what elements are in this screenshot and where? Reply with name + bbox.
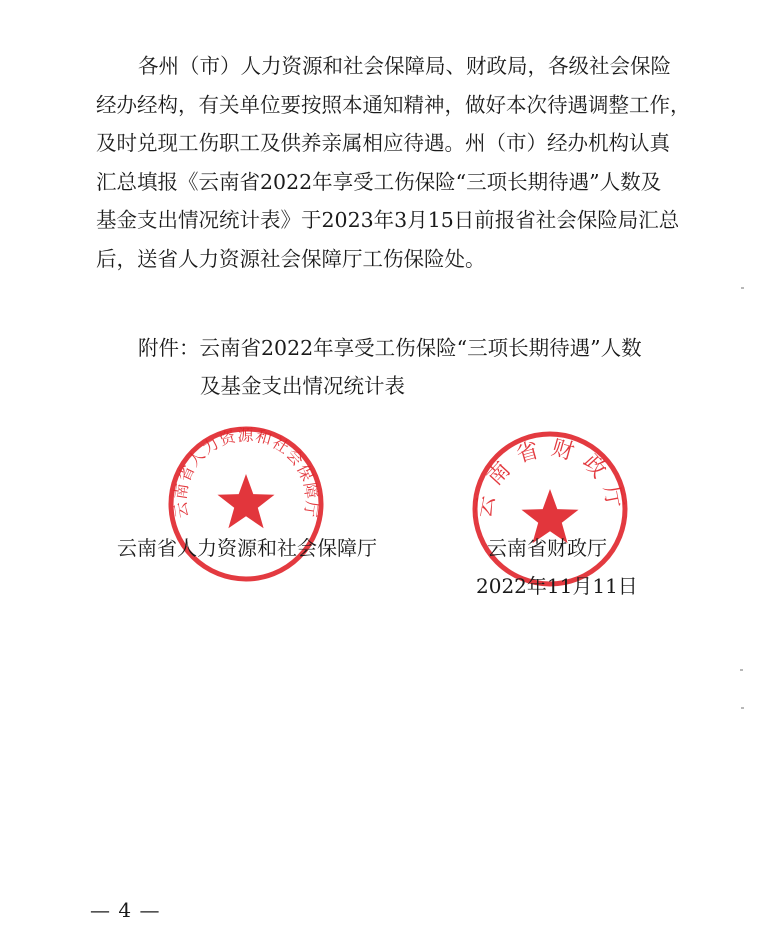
svg-text:云南省人力资源和社会保障厅: 云南省人力资源和社会保障厅 [170, 425, 322, 520]
body-line: 各州（市）人力资源和社会保障局、财政局，各级社会保险 [138, 54, 671, 78]
body-line: 经办经构，有关单位要按照本通知精神，做好本次待遇调整工作， [96, 92, 691, 117]
finance-official-seal [470, 429, 630, 589]
body-paragraph [96, 47, 696, 278]
body-line: 基金支出情况统计表》于2023年3月15日前报省社会保险局汇总 [96, 208, 680, 232]
body-line: 汇总填报《云南省2022年享受工伤保险“三项长期待遇”人数及 [96, 169, 662, 194]
scan-speck [741, 287, 744, 289]
body-line: 及时兑现工伤职工及供养亲属相应待遇。州（市）经办机构认真 [96, 131, 670, 155]
page-number: — 4 — [90, 898, 161, 922]
body-line: 后，送省人力资源社会保障厅工伤保险处。 [96, 246, 486, 271]
scan-speck [740, 669, 743, 671]
issue-date: 2022年11月11日 [476, 574, 638, 598]
attachment-line-2: 及基金支出情况统计表 [200, 374, 405, 398]
signatory-hrss: 云南省人力资源和社会保障厅 [117, 536, 377, 560]
svg-text:云南省财政厅: 云南省财政厅 [471, 435, 629, 520]
attachment-line-1: 附件：云南省2022年享受工伤保险“三项长期待遇”人数 [138, 336, 642, 360]
signatory-finance: 云南省财政厅 [487, 536, 607, 560]
scan-speck [741, 707, 744, 709]
